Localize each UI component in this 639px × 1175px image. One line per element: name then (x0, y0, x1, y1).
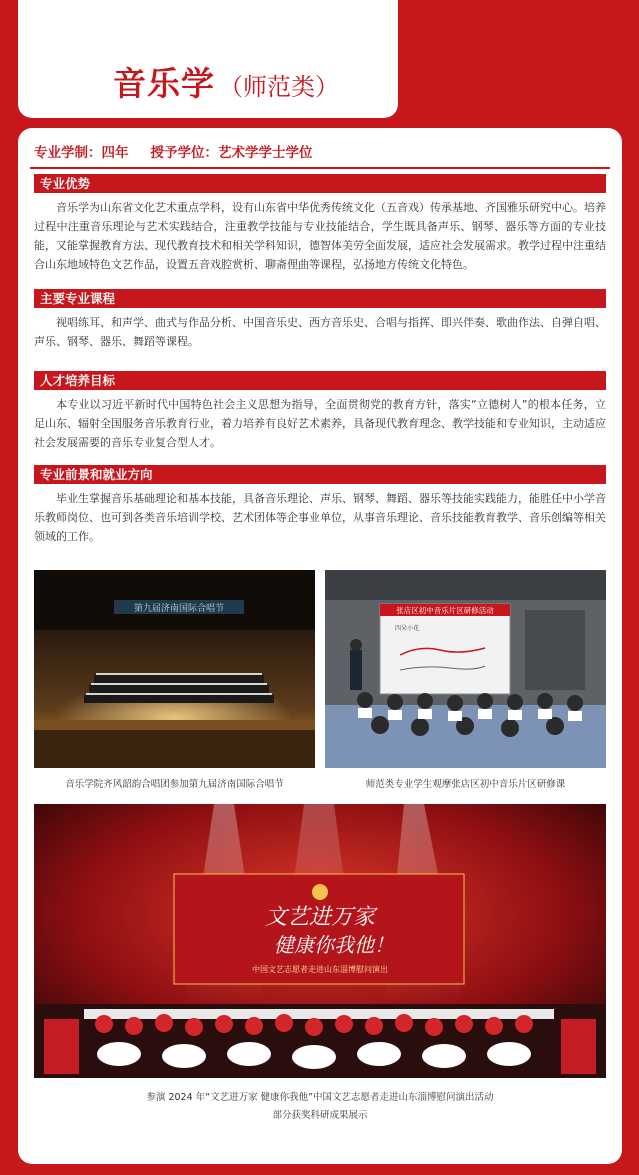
section-advantages (34, 174, 606, 274)
backdrop-line3: 中国文艺志愿者走进山东淄博慰问演出 (252, 965, 388, 974)
screen-title: 张店区初中音乐片区研修活动 (396, 606, 494, 615)
stage-caption-line2: 部分获奖科研成果展示 (272, 1110, 368, 1121)
concert-caption: 音乐学院齐风韶韵合唱团参加第九届济南国际合唱节 (65, 779, 284, 790)
duration-label: 专业学制：四年 (34, 145, 129, 161)
stage-caption-line1: 参演 2024 年“文艺进万家 健康你我他”中国文艺志愿者走进山东淄博慰问演出活动 (146, 1092, 494, 1103)
classroom-photo (325, 570, 606, 768)
title-main: 音乐学 (113, 64, 215, 103)
section-goals (34, 371, 606, 452)
section-body: 毕业生掌握音乐基础理论和基本技能，具备音乐理论、声乐、钢琴、舞蹈、器乐等技能实践能力，能胜任中小学音乐教师岗位、也可到各类音乐培训学校、艺术团体等企事业单位，从事音乐理论、音乐技能教育教学、音乐创编等相关领域的工作。 (34, 492, 606, 543)
section-heading: 人才培养目标 (34, 371, 606, 390)
section-body: 视唱练耳、和声学、曲式与作品分析、中国音乐史、西方音乐史、合唱与指挥、即兴伴奏、歌曲作法、自弹自唱、声乐、钢琴、器乐、舞蹈等课程。 (34, 316, 606, 348)
section-body: 本专业以习近平新时代中国特色社会主义思想为指导，全面贯彻党的教育方针，落实“立德树人”的根本任务，立足山东、辐射全国服务音乐教育行业，着力培养有良好艺术素养，具备现代教育理念、教学技能和专业知识，主动适应社会发展需要的音乐专业复合型人才。 (34, 398, 606, 449)
program-meta (34, 141, 313, 161)
backdrop-line1: 文艺进万家 (264, 905, 376, 930)
content-card (18, 128, 622, 1164)
meta-divider (30, 167, 610, 169)
svg-text:第九届济南国际合唱节: 第九届济南国际合唱节 (133, 604, 225, 614)
section-heading: 专业优势 (34, 174, 606, 193)
concert-photo (34, 570, 315, 768)
title-card (18, 0, 398, 118)
section-courses (34, 289, 606, 351)
title-subtitle: （师范类） (219, 73, 339, 101)
classroom-caption: 师范类专业学生观摩张店区初中音乐片区研修课 (365, 779, 566, 790)
section-career (34, 465, 606, 546)
degree-label: 授予学位：艺术学学士学位 (150, 145, 313, 161)
section-heading: 主要专业课程 (34, 289, 606, 308)
stage-photo (34, 804, 606, 1078)
section-body: 音乐学为山东省文化艺术重点学科，设有山东省中华优秀传统文化（五音戏）传承基地、齐国雅乐研究中心。培养过程中注重音乐理论与艺术实践结合，注重教学技能与专业技能结合，学生既具备声乐、钢琴、器乐等方面的专业技能，又能掌握教育方法、现代教育技术和相关学科知识，德智体美劳全面发展，适应社会发展需求。教学过程中注重结合山东地域特色文艺作品，设置五音戏腔赏析、聊斋俚曲等课程，弘扬地方传统文化特色。 (34, 201, 606, 271)
slide-label: 四朵小花 (395, 625, 420, 632)
page-title (113, 58, 339, 105)
section-heading: 专业前景和就业方向 (34, 465, 606, 484)
backdrop-line2: 健康你我他！ (274, 933, 394, 957)
